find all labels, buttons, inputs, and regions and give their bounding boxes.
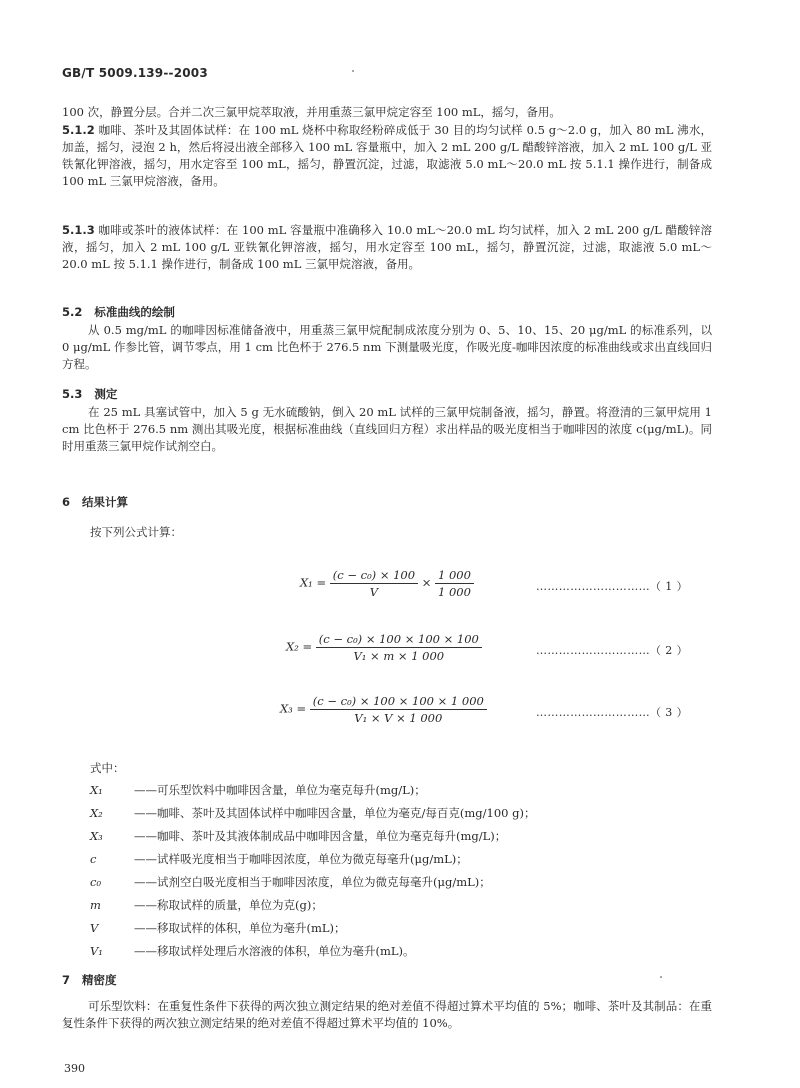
- page-number: 390: [64, 1062, 85, 1075]
- section-5-3-body: [62, 404, 712, 455]
- section-number: 6: [62, 495, 71, 509]
- symbol-desc: ——移取试样处理后水溶液的体积，单位为毫升(mL)。: [134, 944, 415, 958]
- section-number: 7: [62, 973, 71, 987]
- symbol-row: [90, 805, 535, 821]
- symbol-desc: ——咖啡、茶叶及其液体制成品中咖啡因含量，单位为毫克每升(mg/L)；: [134, 829, 507, 843]
- formula-lhs: X₁ =: [300, 575, 327, 590]
- formula-3: [280, 694, 487, 725]
- symbol: c₀: [90, 875, 102, 889]
- symbol-desc: ——咖啡、茶叶及其固体试样中咖啡因含量，单位为毫克/每百克(mg/100 g)；: [134, 806, 536, 820]
- numerator: (c − c₀) × 100: [330, 568, 418, 584]
- section-number: 5.3: [62, 387, 83, 401]
- standard-header: GB/T 5009.139--2003: [62, 66, 208, 80]
- formula-lhs: X₃ =: [280, 701, 307, 716]
- section-7-body: [62, 998, 712, 1032]
- where-label: 式中：: [90, 761, 125, 775]
- symbol-desc: ——试样吸光度相当于咖啡因浓度，单位为微克每毫升(μg/mL)；: [134, 852, 468, 866]
- symbol: X₃: [90, 829, 103, 843]
- symbol-row: [90, 920, 346, 936]
- symbol-row: [90, 782, 426, 798]
- symbol-row: [90, 943, 415, 959]
- section-number: 5.1.2: [62, 123, 95, 137]
- scan-speck: [352, 70, 354, 72]
- symbol: V₁: [90, 944, 103, 958]
- paragraph-continuation: 100 次，静置分层。合并二次三氯甲烷萃取液，并用重蒸三氯甲烷定容至 100 mL，摇匀，备用。: [62, 105, 561, 119]
- formula-2: [286, 632, 482, 663]
- symbol: c: [90, 852, 97, 866]
- symbol-row: [90, 851, 468, 867]
- formula-fraction: [310, 694, 487, 725]
- symbol-row: [90, 897, 323, 913]
- symbol: m: [90, 898, 101, 912]
- scan-speck: [660, 976, 662, 978]
- section-text: 可乐型饮料：在重复性条件下获得的两次独立测定结果的绝对差值不得超过算术平均值的 5%；咖啡、茶叶及其制品：在重复性条件下获得的两次独立测定结果的绝对差值不得超过算术平均值的 10%。: [62, 999, 712, 1030]
- section-5-1-2: [62, 122, 712, 190]
- section-title: 测定: [94, 387, 118, 401]
- symbol-row: [90, 828, 506, 844]
- denominator: 1 000: [438, 585, 471, 599]
- formula-1: [300, 568, 474, 599]
- formula-fraction: [316, 632, 482, 663]
- formula-3-tag: …………………………（ 3 ）: [536, 706, 688, 719]
- section-text: 从 0.5 mg/mL 的咖啡因标准储备液中，用重蒸三氯甲烷配制成浓度分别为 0、5、10、15、20 μg/mL 的标准系列，以 0 μg/mL 作参比管，调节零点，用 1 cm 比色杯于 276.5 nm 下测量吸光度，作吸光度-咖啡因浓度的标准曲线或求出直线回归方程。: [62, 323, 712, 371]
- formula-2-tag: …………………………（ 2 ）: [536, 644, 688, 657]
- section-text: 咖啡、茶叶及其固体试样：在 100 mL 烧杯中称取经粉碎成低于 30 目的均匀试样 0.5 g～2.0 g，加入 80 mL 沸水，加盖，摇匀，浸泡 2 h，然后将浸出液全部移入 100 mL 容量瓶中，加入 2 mL 200 g/L 醋酸锌溶液，加入 2 mL 100 g/L 亚铁氰化钾溶液，摇匀，用水定容至 100 mL，摇匀，静置沉淀，过滤，取滤液 5.0 mL～20.0 mL 按 5.1.1 操作进行，制备成 100 mL 三氯甲烷溶液，备用。: [62, 123, 713, 188]
- section-7-heading: [62, 972, 117, 989]
- symbol: X₂: [90, 806, 103, 820]
- numerator: (c − c₀) × 100 × 100 × 1 000: [310, 694, 487, 710]
- symbol-desc: ——试剂空白吸光度相当于咖啡因浓度，单位为微克每毫升(μg/mL)；: [134, 875, 491, 889]
- denominator: V: [369, 585, 379, 599]
- section-title: 标准曲线的绘制: [94, 305, 175, 319]
- numerator: (c − c₀) × 100 × 100 × 100: [316, 632, 482, 648]
- formula-intro: 按下列公式计算：: [90, 525, 182, 539]
- denominator: V₁ × V × 1 000: [354, 711, 443, 725]
- formula-1-tag: …………………………（ 1 ）: [536, 580, 688, 593]
- section-5-2-body: [62, 322, 712, 373]
- section-title: 精密度: [82, 973, 117, 987]
- symbol-desc: ——称取试样的质量，单位为克(g)；: [134, 898, 323, 912]
- symbol-row: [90, 874, 491, 890]
- section-title: 结果计算: [82, 495, 129, 509]
- section-5-3-heading: [62, 386, 117, 403]
- section-6-heading: [62, 494, 128, 511]
- numerator: 1 000: [435, 568, 474, 584]
- symbol-desc: ——移取试样的体积，单位为毫升(mL)；: [134, 921, 346, 935]
- section-5-2-heading: [62, 304, 175, 321]
- section-number: 5.1.3: [62, 223, 95, 237]
- section-text: 在 25 mL 具塞试管中，加入 5 g 无水硫酸钠，倒入 20 mL 试样的三氯甲烷制备液，摇匀，静置。将澄清的三氯甲烷用 1 cm 比色杯于 276.5 nm 测出其吸光度，根据标准曲线（直线回归方程）求出样品的吸光度相当于咖啡因的浓度 c(μg/mL)。同时用重蒸三氯甲烷作试剂空白。: [62, 405, 712, 453]
- symbol: X₁: [90, 783, 103, 797]
- section-text: 咖啡或茶叶的液体试样：在 100 mL 容量瓶中准确移入 10.0 mL～20.0 mL 均匀试样，加入 2 mL 200 g/L 醋酸锌溶液，摇匀，加入 2 mL 100 g/L 亚铁氰化钾溶液，摇匀，用水定容至 100 mL，摇匀，静置沉淀，过滤，取滤液 5.0 mL～20.0 mL 按 5.1.1 操作进行，制备成 100 mL 三氯甲烷溶液，备用。: [62, 223, 712, 271]
- multiply-sign: ×: [421, 575, 432, 590]
- formula-fraction: [435, 568, 474, 599]
- symbol-desc: ——可乐型饮料中咖啡因含量，单位为毫克每升(mg/L)；: [134, 783, 426, 797]
- section-5-1-3: [62, 222, 712, 273]
- formula-lhs: X₂ =: [286, 639, 313, 654]
- formula-fraction: [330, 568, 418, 599]
- section-number: 5.2: [62, 305, 83, 319]
- symbol: V: [90, 921, 99, 935]
- denominator: V₁ × m × 1 000: [353, 649, 445, 663]
